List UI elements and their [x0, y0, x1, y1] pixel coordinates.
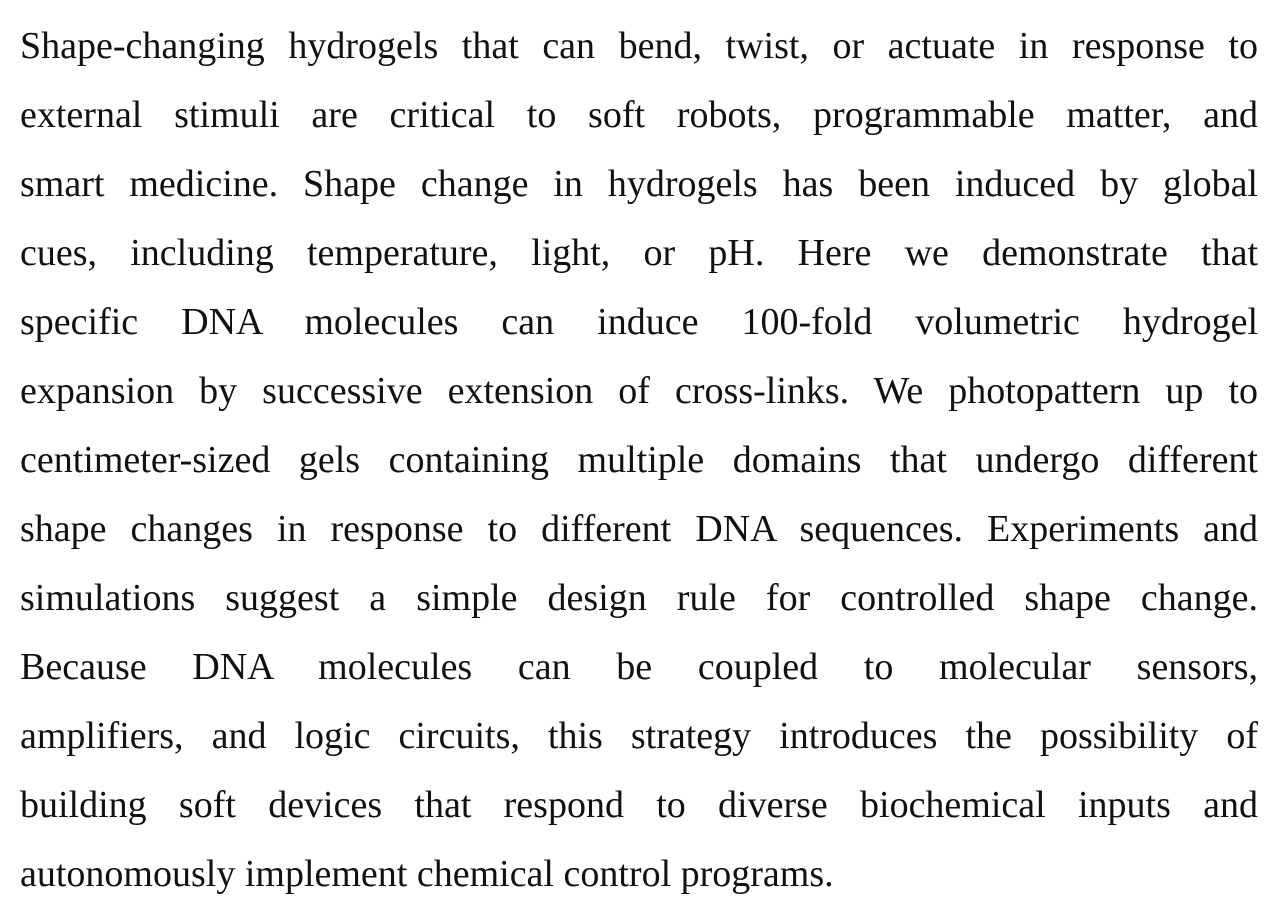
abstract-line-11: amplifiers, and logic circuits, this strategy introduces the possibility of [20, 715, 1258, 757]
abstract-line-7: centimeter-sized gels containing multiple domains that undergo different [20, 439, 1258, 481]
abstract-line-5: specific DNA molecules can induce 100-fold volumetric hydrogel [20, 301, 1258, 343]
abstract-line-4: cues, including temperature, light, or pH. Here we demonstrate that [20, 232, 1258, 274]
abstract-line-9: simulations suggest a simple design rule for controlled shape change. [20, 577, 1258, 619]
abstract-line-2: external stimuli are critical to soft robots, programmable matter, and [20, 94, 1258, 136]
abstract-line-13: autonomously implement chemical control programs. [20, 853, 834, 895]
abstract-paragraph [20, 12, 1258, 909]
abstract-line-3: smart medicine. Shape change in hydrogels has been induced by global [20, 163, 1258, 205]
abstract-line-10: Because DNA molecules can be coupled to molecular sensors, [20, 646, 1258, 688]
abstract-line-12: building soft devices that respond to diverse biochemical inputs and [20, 784, 1258, 826]
abstract-line-8: shape changes in response to different DNA sequences. Experiments and [20, 508, 1258, 550]
abstract-line-6: expansion by successive extension of cross-links. We photopattern up to [20, 370, 1258, 412]
abstract-line-1: Shape-changing hydrogels that can bend, twist, or actuate in response to [20, 25, 1258, 67]
